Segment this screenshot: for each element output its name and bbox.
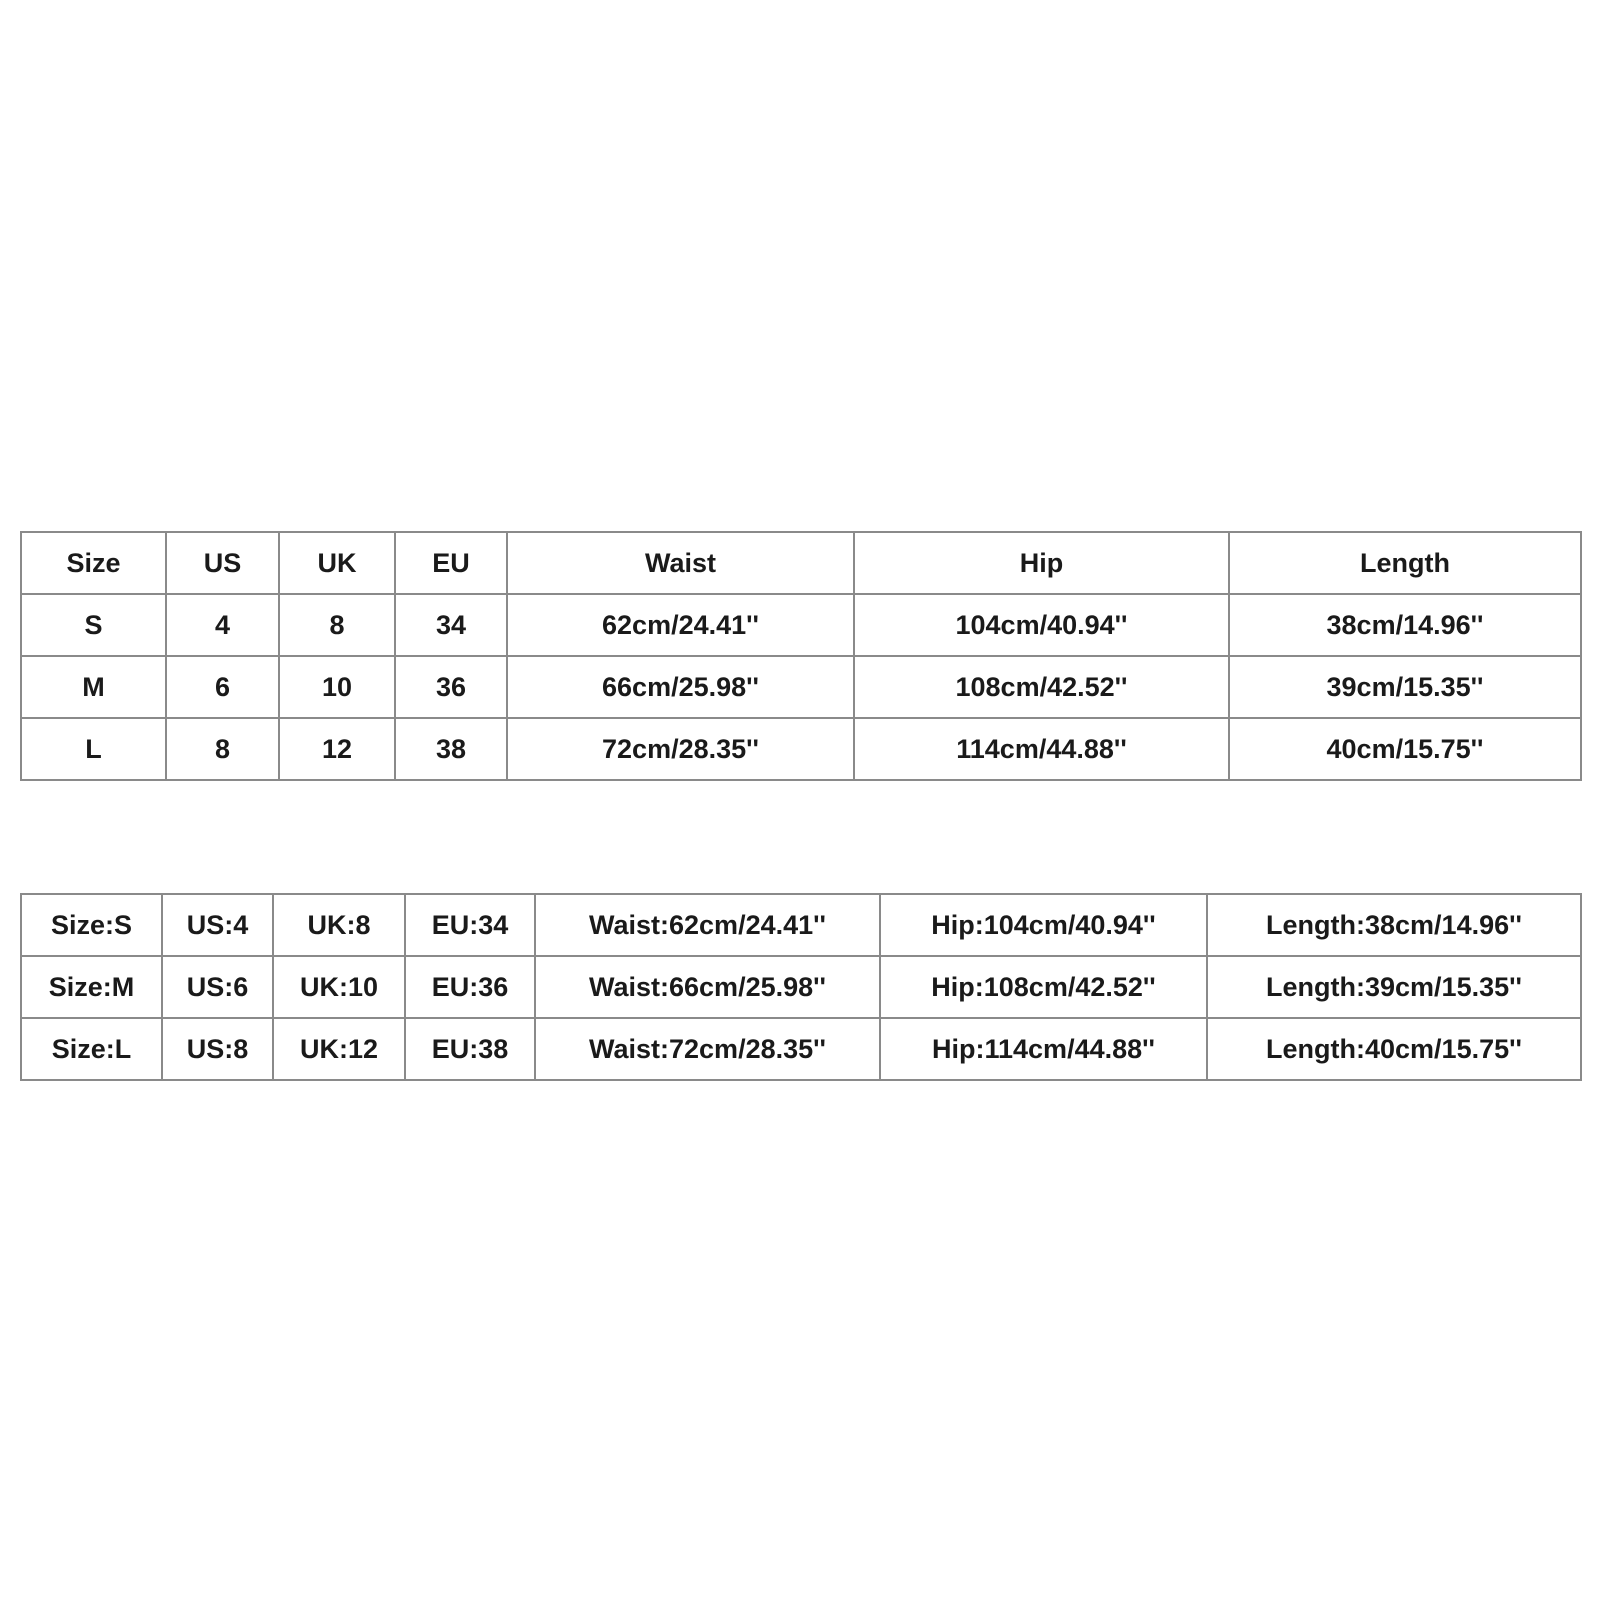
cell-waist: Waist:66cm/25.98'' xyxy=(535,956,880,1018)
cell-us: 6 xyxy=(166,656,279,718)
cell-us: US:6 xyxy=(162,956,273,1018)
cell-length: 39cm/15.35'' xyxy=(1229,656,1581,718)
cell-eu: 34 xyxy=(395,594,507,656)
cell-waist: Waist:62cm/24.41'' xyxy=(535,894,880,956)
cell-eu: 38 xyxy=(395,718,507,780)
table-row xyxy=(21,894,1581,956)
header-length: Length xyxy=(1229,532,1581,594)
header-uk: UK xyxy=(279,532,395,594)
header-us: US xyxy=(166,532,279,594)
cell-eu: EU:34 xyxy=(405,894,535,956)
cell-hip: 114cm/44.88'' xyxy=(854,718,1229,780)
cell-size: M xyxy=(21,656,166,718)
cell-hip: Hip:108cm/42.52'' xyxy=(880,956,1207,1018)
header-size: Size xyxy=(21,532,166,594)
cell-waist: 62cm/24.41'' xyxy=(507,594,854,656)
cell-length: Length:40cm/15.75'' xyxy=(1207,1018,1581,1080)
table-row xyxy=(21,956,1581,1018)
cell-uk: 12 xyxy=(279,718,395,780)
cell-size: Size:M xyxy=(21,956,162,1018)
header-eu: EU xyxy=(395,532,507,594)
cell-hip: Hip:114cm/44.88'' xyxy=(880,1018,1207,1080)
cell-hip: 108cm/42.52'' xyxy=(854,656,1229,718)
cell-us: 4 xyxy=(166,594,279,656)
cell-us: 8 xyxy=(166,718,279,780)
cell-waist: Waist:72cm/28.35'' xyxy=(535,1018,880,1080)
cell-us: US:4 xyxy=(162,894,273,956)
cell-eu: EU:36 xyxy=(405,956,535,1018)
table-header-row xyxy=(21,532,1581,594)
cell-uk: UK:8 xyxy=(273,894,405,956)
cell-length: 40cm/15.75'' xyxy=(1229,718,1581,780)
cell-uk: 10 xyxy=(279,656,395,718)
cell-size: Size:S xyxy=(21,894,162,956)
cell-eu: 36 xyxy=(395,656,507,718)
cell-length: Length:38cm/14.96'' xyxy=(1207,894,1581,956)
cell-waist: 66cm/25.98'' xyxy=(507,656,854,718)
table-row xyxy=(21,1018,1581,1080)
table-row xyxy=(21,656,1581,718)
cell-size: S xyxy=(21,594,166,656)
cell-eu: EU:38 xyxy=(405,1018,535,1080)
header-waist: Waist xyxy=(507,532,854,594)
table-row xyxy=(21,718,1581,780)
cell-length: Length:39cm/15.35'' xyxy=(1207,956,1581,1018)
cell-waist: 72cm/28.35'' xyxy=(507,718,854,780)
cell-hip: Hip:104cm/40.94'' xyxy=(880,894,1207,956)
size-chart-table xyxy=(20,531,1582,781)
cell-length: 38cm/14.96'' xyxy=(1229,594,1581,656)
size-chart-labeled-table xyxy=(20,893,1582,1081)
cell-size: Size:L xyxy=(21,1018,162,1080)
cell-uk: UK:12 xyxy=(273,1018,405,1080)
cell-us: US:8 xyxy=(162,1018,273,1080)
cell-hip: 104cm/40.94'' xyxy=(854,594,1229,656)
cell-uk: 8 xyxy=(279,594,395,656)
header-hip: Hip xyxy=(854,532,1229,594)
cell-size: L xyxy=(21,718,166,780)
table-row xyxy=(21,594,1581,656)
cell-uk: UK:10 xyxy=(273,956,405,1018)
